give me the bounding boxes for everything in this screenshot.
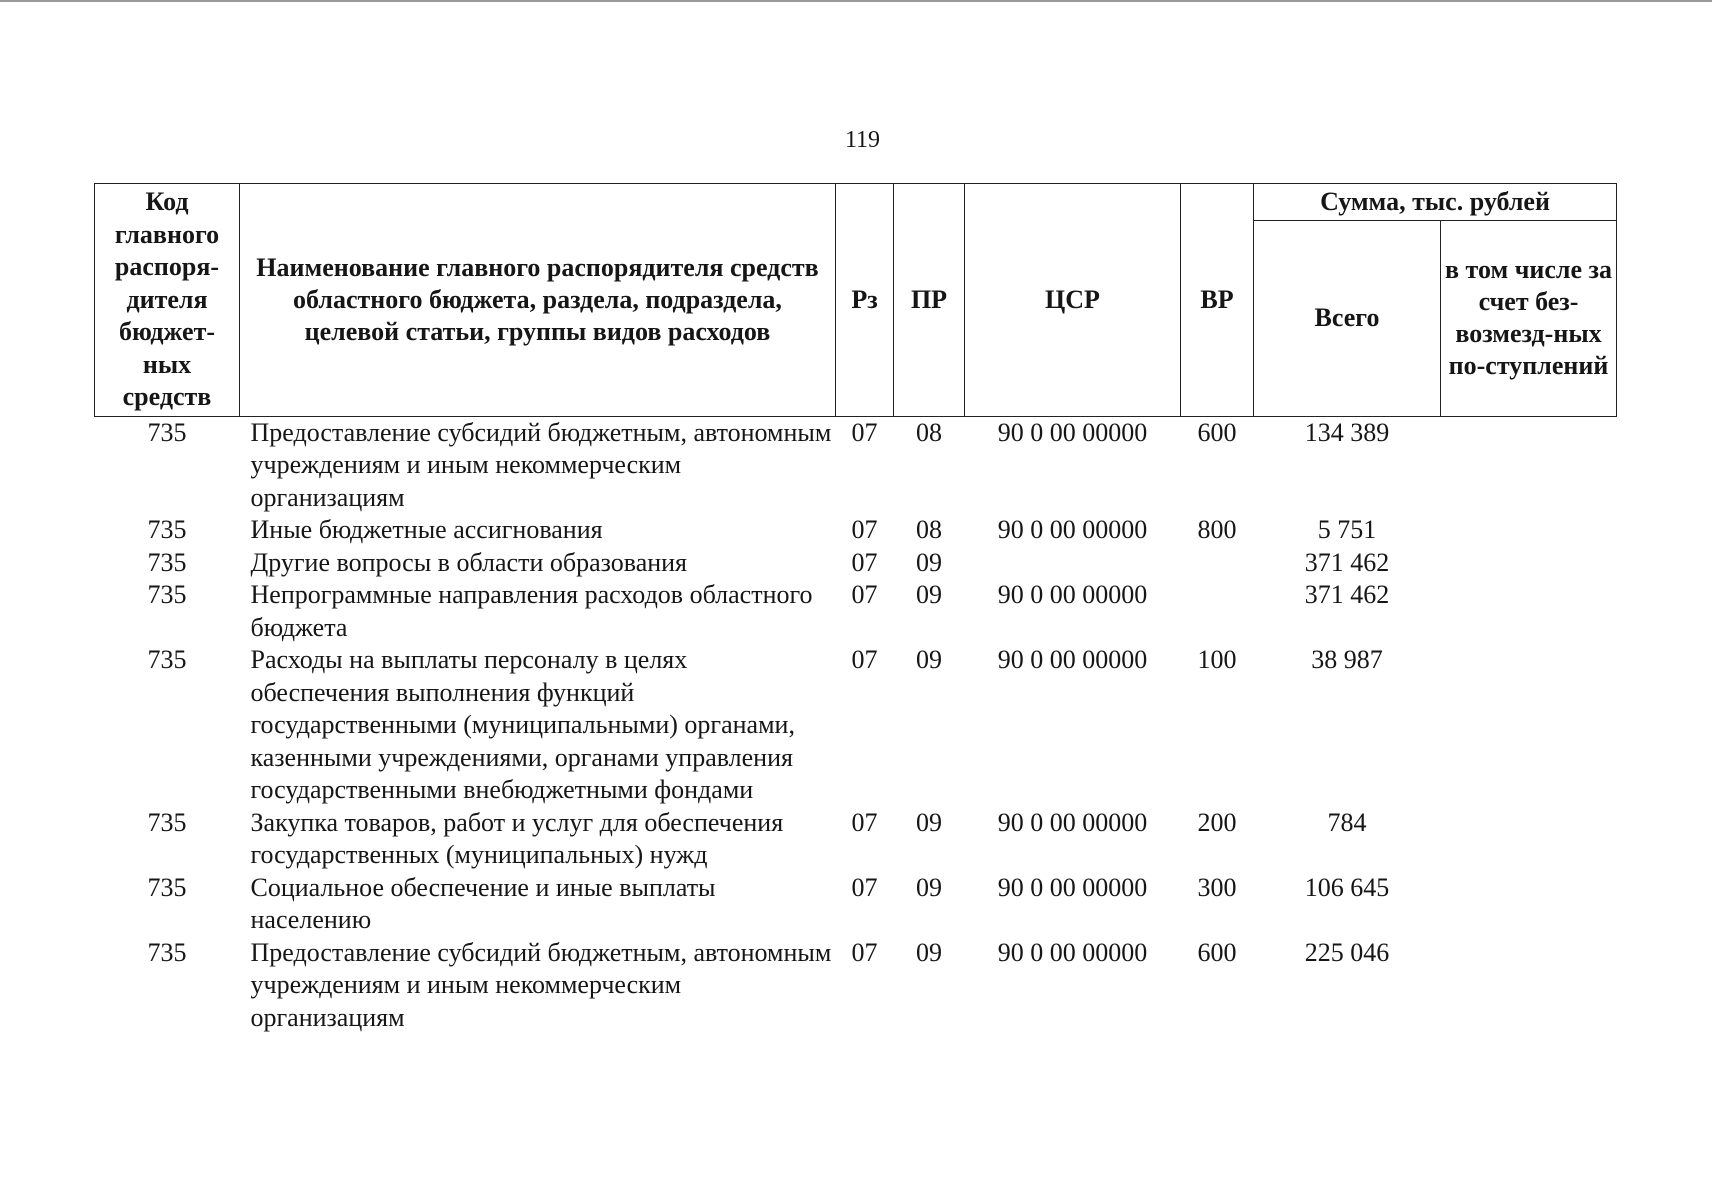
cell-pr: 09 bbox=[916, 807, 942, 837]
cell-csr: 90 0 00 00000 bbox=[997, 937, 1148, 967]
cell-free bbox=[1441, 579, 1617, 644]
cell-code: 735 bbox=[147, 515, 187, 544]
header-rz: Рз bbox=[836, 184, 894, 417]
cell-csr bbox=[965, 547, 1181, 580]
table-row bbox=[95, 807, 1617, 872]
cell-vr: 600 bbox=[1197, 417, 1237, 447]
cell-name: Непрограммные направления расходов областного бюджета bbox=[250, 580, 813, 642]
cell-name: Социальное обеспечение и иные выплаты населению bbox=[250, 872, 716, 934]
table-row bbox=[95, 579, 1617, 644]
cell-free bbox=[1441, 807, 1617, 872]
header-pr: ПР bbox=[894, 184, 965, 417]
cell-pr: 09 bbox=[916, 937, 942, 967]
cell-vr: 200 bbox=[1197, 807, 1237, 837]
cell-free bbox=[1441, 937, 1617, 1035]
cell-rz: 07 bbox=[851, 547, 878, 577]
cell-vr: 800 bbox=[1197, 515, 1237, 544]
table-row bbox=[95, 547, 1617, 580]
cell-code: 735 bbox=[147, 807, 187, 837]
header-code: Код главного распоря-дителя бюджет-ных средств bbox=[95, 184, 240, 417]
cell-code: 735 bbox=[147, 872, 187, 902]
cell-csr: 90 0 00 00000 bbox=[997, 417, 1148, 447]
header-vr: ВР bbox=[1181, 184, 1254, 417]
page-number: 119 bbox=[844, 127, 881, 153]
cell-code: 735 bbox=[147, 580, 187, 609]
cell-csr: 90 0 00 00000 bbox=[997, 872, 1148, 902]
cell-pr: 09 bbox=[916, 547, 942, 577]
cell-code: 735 bbox=[147, 417, 187, 447]
cell-rz: 07 bbox=[851, 645, 878, 674]
cell-total: 784 bbox=[1327, 807, 1367, 837]
header-name: Наименование главного распорядителя средств областного бюджета, раздела, подраздела, целевой статьи, группы видов расходов bbox=[240, 184, 836, 417]
cell-total: 371 462 bbox=[1304, 547, 1390, 577]
cell-free bbox=[1441, 547, 1617, 580]
cell-free bbox=[1441, 514, 1617, 547]
cell-code: 735 bbox=[147, 937, 187, 967]
cell-name: Иные бюджетные ассигнования bbox=[250, 515, 603, 544]
cell-rz: 07 bbox=[851, 937, 878, 967]
cell-vr bbox=[1181, 547, 1254, 580]
top-border-line bbox=[0, 0, 1712, 2]
cell-code: 735 bbox=[147, 547, 187, 577]
cell-pr: 09 bbox=[916, 645, 942, 674]
header-free: в том числе за счет без-возмезд-ных по-ступлений bbox=[1441, 221, 1617, 417]
cell-csr: 90 0 00 00000 bbox=[997, 515, 1148, 544]
cell-total: 134 389 bbox=[1304, 417, 1390, 447]
cell-rz: 07 bbox=[851, 417, 878, 447]
header-total: Всего bbox=[1254, 221, 1441, 417]
cell-name: Другие вопросы в области образования bbox=[250, 547, 688, 577]
table-body bbox=[95, 416, 1617, 1034]
cell-code: 735 bbox=[147, 645, 187, 674]
budget-table bbox=[94, 183, 1617, 1034]
table-row bbox=[95, 416, 1617, 514]
cell-name: Закупка товаров, работ и услуг для обеспечения государственных (муниципальных) нужд bbox=[250, 807, 784, 869]
cell-csr: 90 0 00 00000 bbox=[997, 645, 1148, 674]
header-csr: ЦСР bbox=[965, 184, 1181, 417]
cell-rz: 07 bbox=[851, 872, 878, 902]
cell-csr: 90 0 00 00000 bbox=[997, 807, 1148, 837]
table-row bbox=[95, 937, 1617, 1035]
cell-rz: 07 bbox=[851, 515, 878, 544]
cell-rz: 07 bbox=[851, 580, 878, 609]
cell-pr: 09 bbox=[916, 580, 942, 609]
table-row bbox=[95, 872, 1617, 937]
table-row bbox=[95, 514, 1617, 547]
cell-total: 371 462 bbox=[1304, 580, 1390, 609]
cell-name: Предоставление субсидий бюджетным, автономным учреждениям и иным некоммерческим организациям bbox=[250, 937, 832, 1032]
cell-vr: 100 bbox=[1197, 645, 1237, 674]
cell-free bbox=[1441, 644, 1617, 807]
cell-total: 225 046 bbox=[1304, 937, 1390, 967]
cell-total: 38 987 bbox=[1311, 645, 1383, 674]
cell-vr: 600 bbox=[1197, 937, 1237, 967]
cell-pr: 08 bbox=[916, 417, 942, 447]
table-header bbox=[95, 184, 1617, 417]
cell-vr bbox=[1181, 579, 1254, 644]
table-row bbox=[95, 644, 1617, 807]
cell-total: 5 751 bbox=[1317, 515, 1377, 544]
cell-vr: 300 bbox=[1197, 872, 1237, 902]
cell-free bbox=[1441, 872, 1617, 937]
cell-free bbox=[1441, 416, 1617, 514]
cell-rz: 07 bbox=[851, 807, 878, 837]
cell-pr: 09 bbox=[916, 872, 942, 902]
cell-total: 106 645 bbox=[1304, 872, 1390, 902]
header-sum-group: Сумма, тыс. рублей bbox=[1254, 184, 1617, 221]
cell-name: Расходы на выплаты персоналу в целях обеспечения выполнения функций государственными (муниципальными) органами, казенными учреждениями, органами управления государственными внебюджетными фондами bbox=[250, 645, 795, 804]
cell-name: Предоставление субсидий бюджетным, автономным учреждениям и иным некоммерческим организациям bbox=[250, 417, 832, 512]
cell-csr: 90 0 00 00000 bbox=[997, 580, 1148, 609]
cell-pr: 08 bbox=[916, 515, 942, 544]
